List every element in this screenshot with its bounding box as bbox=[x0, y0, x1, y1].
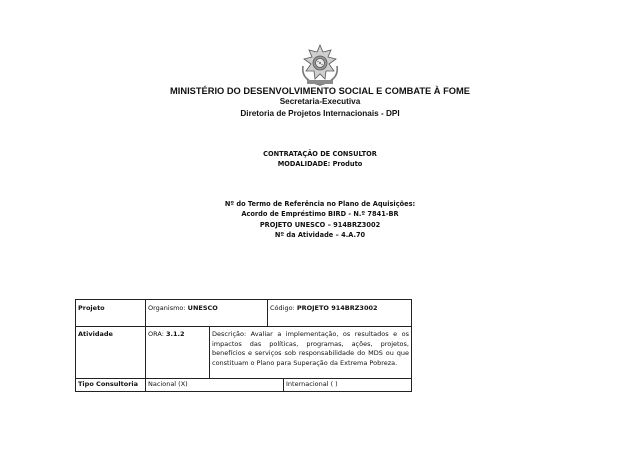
ora-prefix: ORA: bbox=[148, 330, 166, 338]
table-row bbox=[76, 327, 412, 379]
project-info-table bbox=[75, 299, 412, 392]
code-value: PROJETO 914BRZ3002 bbox=[296, 304, 378, 312]
national-option: Nacional (X) bbox=[146, 379, 284, 392]
terms-line-1: Nº do Termo de Referência no Plano de Aquisições: bbox=[224, 200, 416, 208]
international-option: Internacional ( ) bbox=[284, 379, 412, 392]
letterhead bbox=[0, 86, 640, 119]
ora-cell bbox=[146, 327, 210, 379]
contract-heading bbox=[0, 149, 640, 169]
table-row bbox=[76, 300, 412, 327]
activity-label: Atividade bbox=[76, 327, 146, 379]
organism-cell bbox=[146, 300, 268, 327]
organism-value: UNESCO bbox=[187, 304, 218, 312]
consultancy-type-label: Tipo Consultoria bbox=[76, 379, 146, 392]
code-prefix: Código: bbox=[270, 304, 297, 312]
terms-line-3: PROJETO UNESCO – 914BRZ3002 bbox=[259, 220, 381, 229]
ministry-name: MINISTÉRIO DO DESENVOLVIMENTO SOCIAL E COMBATE À FOME bbox=[170, 86, 470, 96]
contract-modality: MODALIDADE: Produto bbox=[277, 160, 363, 168]
organism-prefix: Organismo: bbox=[148, 304, 188, 312]
contract-title: CONTRATAÇÃO DE CONSULTOR bbox=[263, 150, 377, 158]
table-row bbox=[76, 379, 412, 392]
code-cell bbox=[268, 300, 412, 327]
secretariat-name: Secretaria-Executiva bbox=[279, 97, 361, 106]
terms-reference bbox=[0, 199, 640, 240]
ora-value: 3.1.2 bbox=[165, 330, 185, 338]
terms-line-2: Acordo de Empréstimo BIRD - N.º 7841-BR bbox=[241, 210, 399, 219]
directorate-name: Diretoria de Projetos Internacionais - DPI bbox=[240, 108, 400, 118]
activity-description: Descrição: Avaliar a implementação, os resultados e os impactos das políticas, programas, ações, projetos, benefícios e serviços sob responsabilidade do MDS ou que constituam o Plano para Superação da Extrema Pobreza. bbox=[210, 327, 412, 379]
project-label: Projeto bbox=[76, 300, 146, 327]
coat-of-arms-icon bbox=[300, 44, 340, 86]
terms-line-4: Nº da Atividade – 4.A.70 bbox=[274, 230, 366, 239]
